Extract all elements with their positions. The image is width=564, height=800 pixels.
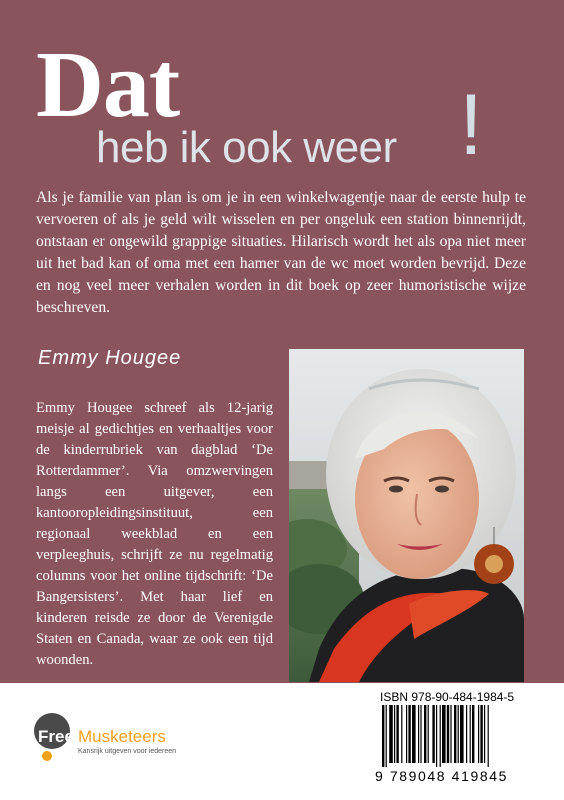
barcode-bar <box>432 705 434 763</box>
blurb-text: Als je familie van plan is om je in een winkelwagentje naar de eerste hulp te vervoeren of als je geld wilt wisselen en per ongeluk een station binnenrijdt, ontstaan er ongewild grappige situaties. Hilarisch wordt het als opa niet meer uit het bad kan of oma met een hamer van de wc moet worden bevrijd. Deze en nog veel meer verhalen worden in dit boek op zeer humoristische wijze beschreven. <box>36 189 526 316</box>
title-main: Dat <box>36 33 180 137</box>
barcode-bar <box>382 705 384 767</box>
barcode-bar <box>412 705 416 763</box>
barcode-bar <box>458 705 459 763</box>
barcode-bar <box>424 705 426 763</box>
author-name: Emmy Hougee <box>38 347 182 369</box>
title-subtitle: heb ik ook weer <box>96 123 397 172</box>
barcode-bar <box>442 705 446 763</box>
barcode-bar <box>396 705 398 763</box>
barcode-bar <box>472 705 474 763</box>
dot-icon <box>42 751 52 761</box>
publisher-name-musketeers: Musketeers <box>78 727 166 746</box>
publisher-logo <box>34 713 184 783</box>
publisher-tagline: Kansrijk uitgeven voor iedereen <box>78 748 177 755</box>
barcode-bar <box>394 705 395 763</box>
barcode-bar <box>428 705 429 763</box>
barcode-bar <box>436 705 437 767</box>
barcode-bar <box>450 705 451 763</box>
barcode-bar <box>418 705 419 763</box>
barcode-bar <box>408 705 410 763</box>
barcode-bar <box>454 705 456 763</box>
isbn-label: ISBN 978-90-484-1984-5 <box>380 690 515 704</box>
barcode-digits: 9 789048 419845 <box>375 768 508 784</box>
barcode-bar <box>389 705 393 763</box>
barcode-bar <box>447 705 449 763</box>
barcode-bar <box>386 705 387 767</box>
author-portrait-image <box>289 349 524 682</box>
barcode-bar <box>478 705 479 763</box>
author-bio: Emmy Hougee schreef als 12-jarig meisje al gedichtjes en verhaaltjes voor de kinderrubriek van dagblad ‘De Rotterdammer’. Via omzwervingen langs een uitgever, een kantooropleidingsinstituut, een regionaal weekblad en een verpleeghuis, schrijft ze nu regelmatig columns voor het online tijdschrift: ‘De Bangersisters’. Met haar lief en kinderen reisde ze door de Verenigde Staten en Canada, waar ze ook een tijd woonden. <box>36 400 273 668</box>
barcode-bar <box>406 705 407 763</box>
barcode-bar <box>484 705 485 763</box>
barcode-bar <box>480 705 482 763</box>
barcode-bar <box>470 705 471 763</box>
barcode-bar <box>466 705 467 763</box>
barcode-bar <box>420 705 421 763</box>
publisher-name-free: Free <box>38 727 74 746</box>
author-photo <box>289 349 524 682</box>
barcode-bar <box>488 705 489 767</box>
barcode-bar <box>401 705 402 763</box>
title-exclamation: ! <box>459 77 483 173</box>
barcode-bar <box>460 705 464 763</box>
barcode-bar <box>440 705 441 767</box>
barcode-icon <box>380 705 528 767</box>
